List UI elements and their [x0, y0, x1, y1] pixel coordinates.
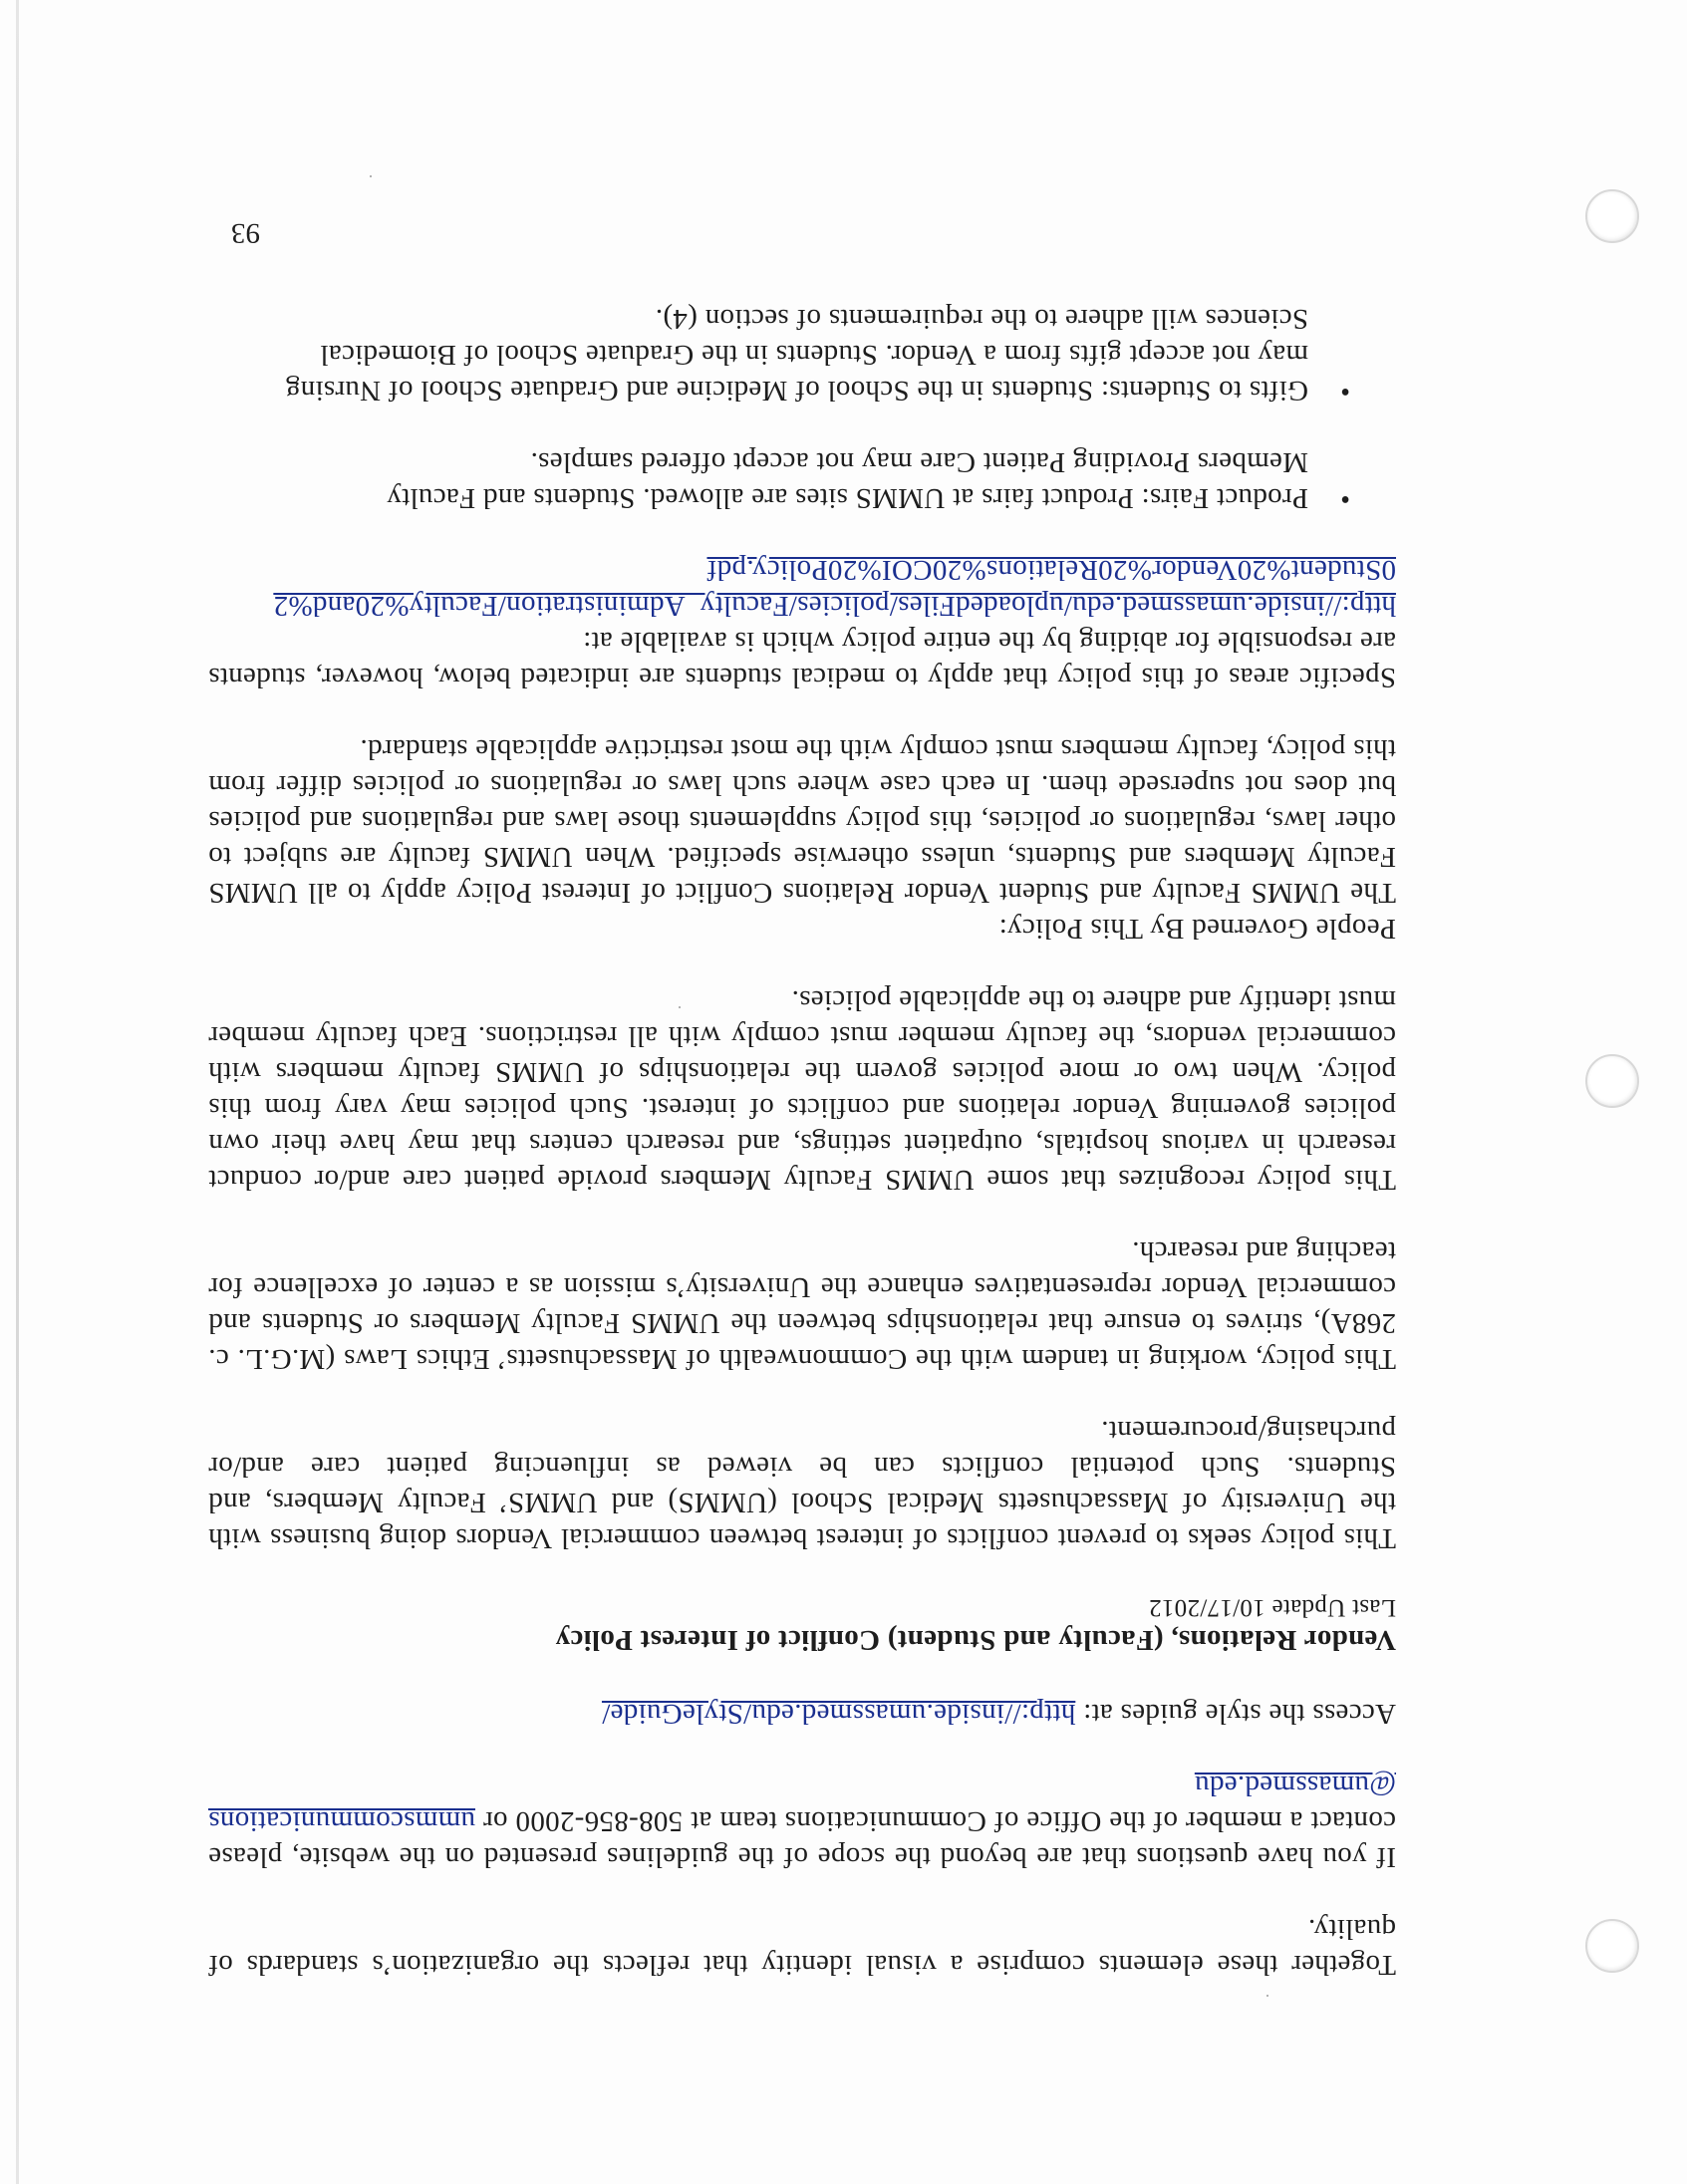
bullet-list — [208, 301, 1396, 516]
specific-paragraph: Specific areas of this policy that apply to medical students are indicated below, however, students are responsible for abiding by the entire policy which is available at: — [208, 626, 1396, 693]
policy-url-link[interactable]: http://inside.umassmed.edu/uploadedFiles/policies/Faculty_Administration/Faculty%20and%20Student%20Vendor%20Relations%20COI%20Policy.pdf — [273, 554, 1396, 622]
policy-paragraph-1: This policy seeks to prevent conflicts of interest between commercial Vendors doing business with the University of Massachusetts Medical School (UMMS) and UMMS’ Faculty Members, and Students. Such potential conflicts can be viewed as influencing patient care and/or purchasing/procurement. — [208, 1415, 1396, 1554]
punch-hole-top — [1585, 1919, 1639, 1973]
dust-speck — [679, 1006, 681, 1008]
punch-hole-bottom — [1585, 189, 1639, 243]
contact-paragraph — [208, 1768, 1396, 1875]
bullet-gifts-to-students: • Gifts to Students: Students in the School of Medicine and Graduate School of Nursing may not accept gifts from a Vendor. Students in the Graduate School of Biomedical Sciences will adhere to the requirements of section (4). — [272, 301, 1396, 409]
dust-speck — [1266, 1995, 1268, 1997]
last-update: Last Update 10/17/2012 — [1148, 1594, 1396, 1621]
page-number: 93 — [231, 217, 260, 249]
scan-edge — [16, 0, 19, 2184]
style-guide-paragraph — [208, 1696, 1396, 1732]
intro-paragraph: Together these elements comprise a visual identity that reflects the organization’s standards of quality. — [208, 1913, 1396, 1981]
bullet-product-fairs: • Product Fairs: Product fairs at UMMS sites are allowed. Students and Faculty Members Providing Patient Care may not accept offered samples. — [272, 444, 1396, 516]
style-guide-link[interactable]: http://inside.umassmed.edu/StyleGuide/ — [601, 1698, 1076, 1730]
contact-text: If you have questions that are beyond the scope of the guidelines presented on the website, please contact a member of the Office of Communications team at 508-856-2000 or — [208, 1805, 1396, 1873]
style-guide-prefix: Access the style guides at: — [1075, 1698, 1396, 1730]
punch-hole-middle — [1585, 1054, 1639, 1108]
policy-paragraph-3: This policy recognizes that some UMMS Faculty Members provide patient care and/or conduct research in various hospitals, outpatient settings, and research centers that may have their own policies governing Vendor relations and conflicts of interest. Such policies may vary from this policy. When two or more policies govern the relationships of UMMS faculty members with commercial vendors, the faculty member must comply with all restrictions. Each faculty member must identify and adhere to the applicable policies. — [208, 984, 1396, 1196]
contact-email-link[interactable]: ummscommunications@umassmed.edu — [208, 1770, 1396, 1837]
document-body — [208, 265, 1396, 1983]
dust-speck — [370, 175, 372, 177]
governed-paragraph: The UMMS Faculty and Student Vendor Relations Conflict of Interest Policy apply to all UMMS Faculty Members and Students, unless otherwise specified. When UMMS faculty are subject to other laws, regulations or policies, this policy supplements those laws and regulations and policies but does not supersede them. In each case where such laws or regulations or policies differ from this policy, faculty members must comply with the most restrictive applicable standard. — [208, 733, 1396, 909]
governed-heading: People Governed By This Policy: — [998, 913, 1396, 945]
policy-title: Vendor Relations, (Faculty and Student) Conflict of Interest Policy — [555, 1624, 1396, 1656]
policy-paragraph-2: This policy, working in tandem with the Commonwealth of Massachusetts’ Ethics Laws (M.G.L. c. 268A), strives to ensure that relationships between the UMMS Faculty Members or Students and commercial Vendor representatives enhance the University’s mission as a center of excellence for teaching and research. — [208, 1235, 1396, 1375]
